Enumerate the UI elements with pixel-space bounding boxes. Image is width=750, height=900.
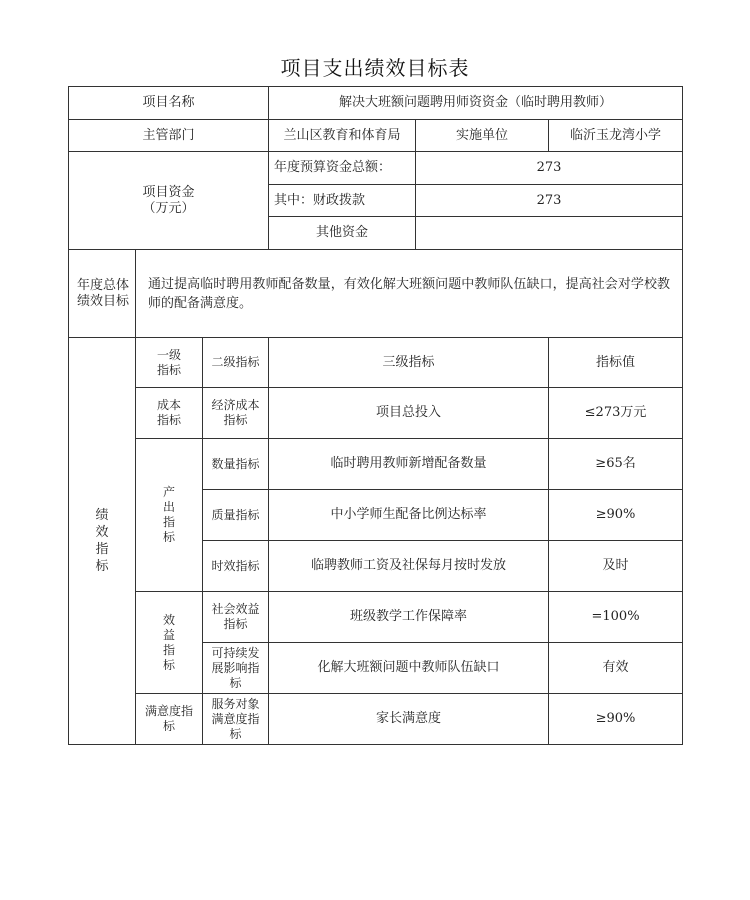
indicator-value: =100%: [549, 592, 683, 643]
funds-other-value: [416, 217, 683, 250]
page-title: 项目支出绩效目标表: [280, 56, 470, 80]
implementing-unit-value: 临沂玉龙湾小学: [549, 120, 683, 152]
group-cost: [136, 388, 203, 439]
indicator-value: 及时: [549, 541, 683, 592]
indicator-side-label: [69, 338, 136, 745]
indicator-row: [69, 388, 683, 439]
group-benefit: [136, 592, 203, 694]
header-level1-text: 一级指标: [156, 347, 181, 377]
indicator-level3: 化解大班额问题中教师队伍缺口: [269, 643, 549, 694]
indicator-header-row: [69, 338, 683, 388]
indicator-level3: 中小学师生配备比例达标率: [269, 490, 549, 541]
indicator-row: [69, 439, 683, 490]
group-cost-text: 成本指标: [156, 398, 181, 427]
indicator-value: 有效: [549, 643, 683, 694]
performance-target-table: [68, 86, 683, 745]
indicator-level3: 临时聘用教师新增配备数量: [269, 439, 549, 490]
funds-other-label: 其他资金: [269, 217, 416, 250]
indicator-level2: [203, 388, 269, 439]
header-level3: 三级指标: [269, 338, 549, 388]
annual-goal-text: 通过提高临时聘用教师配备数量，有效化解大班额问题中教师队伍缺口，提高社会对学校教师的配备满意度。: [136, 250, 683, 338]
indicator-side-label-text: 绩效指标: [95, 508, 109, 574]
funds-fiscal-value: 273: [416, 185, 683, 217]
project-funds-label-text: 项目资金（万元）: [142, 184, 195, 216]
indicator-value: ≥90%: [549, 694, 683, 745]
annual-goal-row: [69, 250, 683, 338]
header-value: 指标值: [549, 338, 683, 388]
funds-fiscal-label: 其中：财政拨款: [269, 185, 416, 217]
indicator-level2: 质量指标: [203, 490, 269, 541]
annual-goal-label: [69, 250, 136, 338]
indicator-level2: [203, 592, 269, 643]
indicator-level3: 临聘教师工资及社保每月按时发放: [269, 541, 549, 592]
indicator-level2-text: 经济成本指标: [211, 398, 260, 427]
indicator-row: [69, 592, 683, 643]
indicator-value: ≥90%: [549, 490, 683, 541]
indicator-value: ≥65名: [549, 439, 683, 490]
indicator-level2: [203, 694, 269, 745]
indicator-level2-text: 可持续发展影响指标: [211, 645, 260, 690]
funds-total-label: 年度预算资金总额：: [269, 152, 416, 185]
project-funds-label: [69, 152, 269, 250]
department-row: [69, 120, 683, 152]
indicator-level3: 班级教学工作保障率: [269, 592, 549, 643]
header-level2: 二级指标: [203, 338, 269, 388]
project-name-label: 项目名称: [69, 87, 269, 120]
indicator-level2-text: 社会效益指标: [211, 602, 260, 631]
group-satisfaction-text: 满意度指标: [144, 704, 193, 733]
annual-goal-label-text: 年度总体绩效目标: [76, 277, 129, 309]
group-benefit-text: 效益指标: [162, 612, 175, 672]
group-output-text: 产出指标: [162, 485, 175, 544]
group-output: [136, 439, 203, 592]
indicator-row: [69, 694, 683, 745]
group-satisfaction: [136, 694, 203, 745]
funds-total-row: [69, 152, 683, 185]
indicator-value: ≤273万元: [549, 388, 683, 439]
indicator-level3: 项目总投入: [269, 388, 549, 439]
indicator-level2: 数量指标: [203, 439, 269, 490]
project-name-row: [69, 87, 683, 120]
implementing-unit-label: 实施单位: [416, 120, 549, 152]
indicator-level2-text: 服务对象满意度指标: [211, 696, 260, 741]
funds-total-value: 273: [416, 152, 683, 185]
indicator-level3: 家长满意度: [269, 694, 549, 745]
header-level1: [136, 338, 203, 388]
indicator-level2: 时效指标: [203, 541, 269, 592]
project-name-value: 解决大班额问题聘用师资资金（临时聘用教师）: [269, 87, 683, 120]
indicator-level2: [203, 643, 269, 694]
department-label: 主管部门: [69, 120, 269, 152]
department-value: 兰山区教育和体育局: [269, 120, 416, 152]
